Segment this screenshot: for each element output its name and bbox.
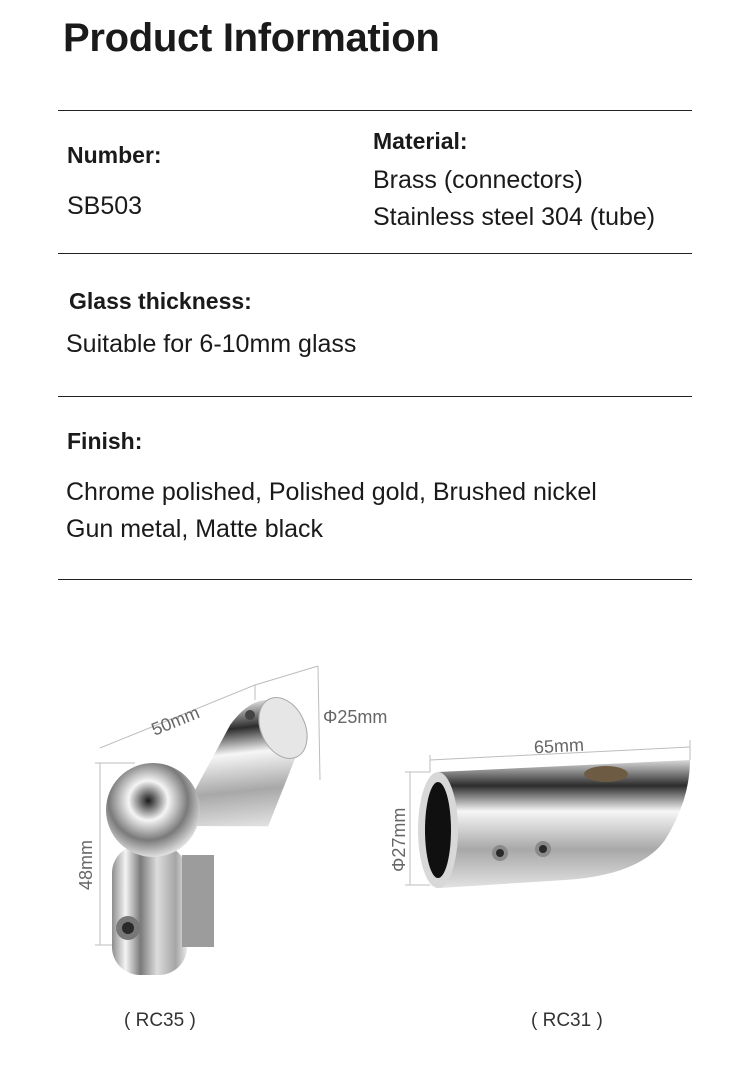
rc35-diameter-label: Φ25mm [323, 707, 388, 727]
glass-thickness-label: Glass thickness: [69, 288, 252, 314]
rc31-length-label: 65mm [533, 734, 585, 758]
material-line-1: Brass (connectors) [373, 166, 583, 194]
finish-line-1: Chrome polished, Polished gold, Brushed nickel [66, 478, 597, 506]
number-label: Number: [67, 142, 162, 168]
finish-label: Finish: [67, 428, 143, 454]
page-title: Product Information [63, 16, 440, 60]
rc35-height-label: 48mm [76, 839, 96, 890]
rc31-diameter-label: Φ27mm [389, 807, 409, 872]
rc31-code: ( RC31 ) [531, 1010, 603, 1031]
glass-thickness-value: Suitable for 6-10mm glass [66, 330, 357, 358]
product-drawings [0, 600, 750, 1020]
divider [58, 253, 692, 254]
rc35-length-label: 50mm [148, 702, 203, 740]
finish-line-2: Gun metal, Matte black [66, 515, 324, 543]
divider [58, 579, 692, 580]
material-line-2: Stainless steel 304 (tube) [373, 203, 656, 231]
divider [58, 396, 692, 397]
number-value: SB503 [67, 192, 143, 220]
rc31-connector-image [418, 760, 690, 888]
rc35-code: ( RC35 ) [124, 1010, 196, 1031]
material-label: Material: [373, 128, 468, 154]
divider [58, 110, 692, 111]
